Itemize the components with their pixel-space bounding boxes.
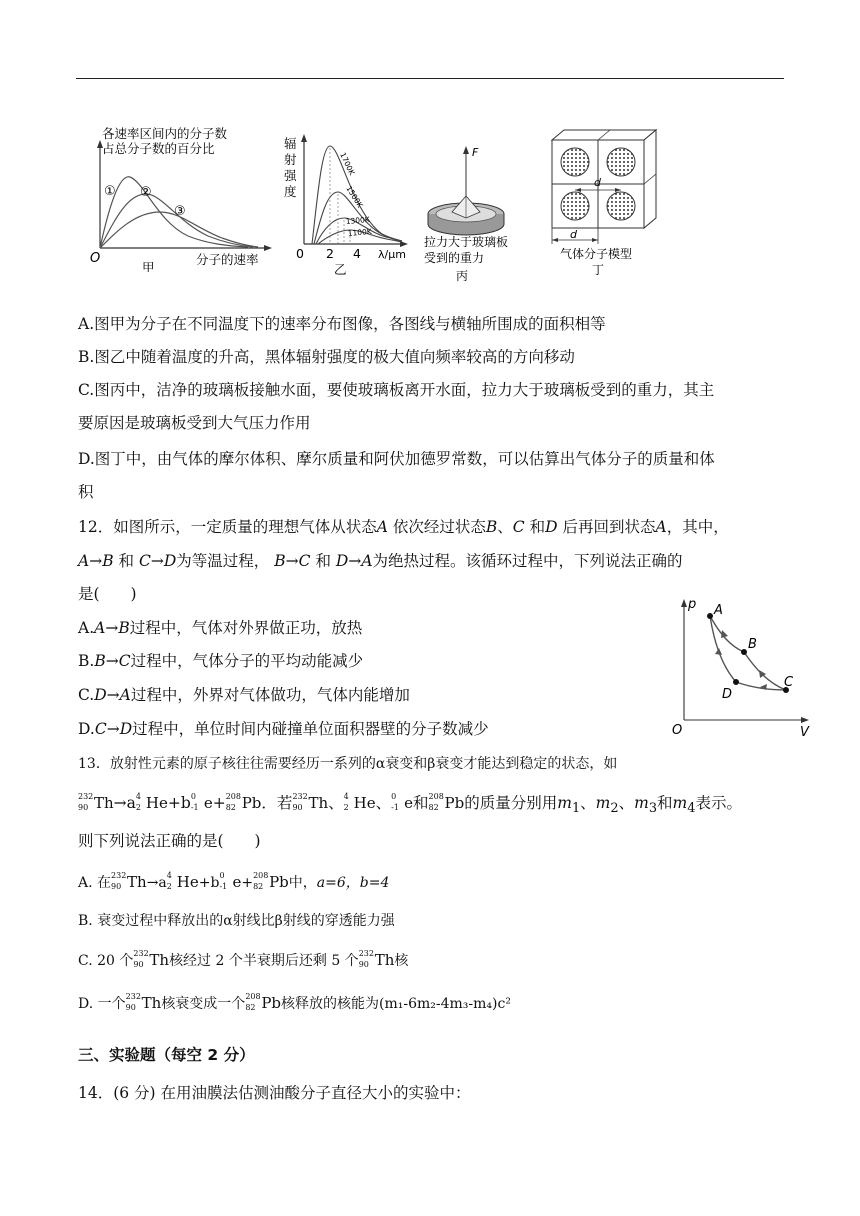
q12-option-d: D.C→D过程中，单位时间内碰撞单位面积器壁的分子数减少 — [78, 720, 489, 738]
figure-bing — [416, 140, 534, 288]
jia-origin: O — [90, 251, 101, 266]
q11-option-d-line1: D.图丁中，由气体的摩尔体积、摩尔质量和阿伏加德罗常数，可以估算出气体分子的质量和体 — [78, 450, 715, 468]
yi-temp-1100: 1100K — [347, 226, 373, 238]
bing-force-label: F — [472, 146, 479, 159]
pv-point-a: A — [714, 603, 723, 618]
yi-tick-4: 4 — [353, 246, 361, 261]
q13-line1: 13．放射性元素的原子核往往需要经历一系列的α衰变和β衰变才能达到稳定的状态，如 — [78, 756, 618, 772]
q14-line1: 14．(6 分) 在用油膜法估测油酸分子直径大小的实验中： — [78, 1084, 471, 1102]
section-3-heading: 三、实验题（每空 2 分） — [78, 1046, 255, 1064]
pv-point-b: B — [748, 637, 757, 652]
q12-option-a: A.A→B过程中，气体对外界做正功，放热 — [78, 619, 363, 637]
figure-yi — [282, 132, 412, 282]
bing-caption-1: 拉力大于玻璃板 — [424, 235, 509, 249]
yi-caption: 乙 — [334, 262, 347, 277]
bing-caption: 丙 — [456, 269, 469, 283]
q13-line3: 则下列说法正确的是( ) — [78, 832, 261, 850]
jia-x-title: 分子的速率 — [196, 252, 259, 267]
jia-caption: 甲 — [142, 260, 155, 272]
q13-option-a: A. 在 232 90 Th→a 4 2 He+b 0 -1 e+ 208 82 Pb中，a=6，b=4 — [78, 871, 390, 891]
jia-curve-2 — [100, 194, 253, 248]
jia-curve-label-3: ③ — [174, 204, 186, 219]
pv-p-label: p — [688, 597, 697, 612]
yi-tick-0: 0 — [296, 246, 304, 261]
q11-option-b: B.图乙中随着温度的升高，黑体辐射强度的极大值向频率较高的方向移动 — [78, 348, 575, 366]
yi-y-title-3: 强 — [284, 168, 297, 183]
yi-temp-1700: 1700K — [338, 151, 357, 177]
ding-caption: 丁 — [592, 263, 605, 276]
q12-option-c: C.D→A过程中，外界对气体做功，气体内能增加 — [78, 686, 410, 704]
ding-caption-1: 气体分子模型 — [560, 247, 633, 261]
yi-temp-1300: 1300K — [345, 214, 371, 226]
yi-temp-1500: 1500K — [344, 184, 365, 210]
q12-option-b: B.B→C过程中，气体分子的平均动能减少 — [78, 652, 364, 670]
q13-option-d: D. 一个 232 90 Th核衰变成一个 208 82 Pb核释放的核能为(m₁-6m₂-4m₃-m₄)c² — [78, 992, 511, 1012]
jia-y-title-1: 各速率区间内的分子数 — [102, 126, 228, 141]
pv-point-c: C — [784, 675, 794, 690]
yi-y-title-1: 辐 — [284, 136, 297, 151]
jia-curve-label-2: ② — [140, 185, 152, 200]
q13-option-c: C. 20 个 232 90 Th核经过 2 个半衰期后还剩 5 个 232 90 Th核 — [78, 949, 409, 969]
pv-point-d: D — [722, 687, 733, 702]
bing-caption-2: 受到的重力 — [424, 251, 485, 265]
q11-option-a: A.图甲为分子在不同温度下的速率分布图像，各图线与横轴所围成的面积相等 — [78, 315, 606, 333]
q12-line1: 12．如图所示，一定质量的理想气体从状态A 依次经过状态B、C 和D 后再回到状态A，其中， — [78, 518, 729, 536]
pv-v-label: V — [800, 725, 809, 740]
q12-line3: 是( ) — [78, 585, 137, 603]
ding-d-label-2: d — [570, 228, 577, 241]
yi-y-title-4: 度 — [284, 184, 297, 199]
q13-line2: 232 90 Th→a 4 2 He+b 0 -1 e+ 208 82 Pb．若 232 90 Th、 4 2 He、 0 -1 e和 208 82 Pb的质量分别用$m_1$、$m_2$、$m_3$和$m_4$表示。 — [78, 792, 742, 817]
yi-x-title: λ/μm — [378, 248, 406, 261]
q11-option-c-line2: 要原因是玻璃板受到大气压力作用 — [78, 414, 311, 432]
figure-jia — [88, 122, 273, 272]
yi-tick-2: 2 — [326, 246, 334, 261]
q12-line2: A→B 和 C→D为等温过程， B→C 和 D→A为绝热过程。该循环过程中，下列说法正确的 — [78, 552, 683, 570]
figure-ding — [546, 128, 664, 276]
jia-y-title-2: 占总分子数的百分比 — [102, 141, 215, 156]
jia-curve-label-1: ① — [104, 184, 116, 199]
pv-origin: O — [672, 723, 683, 738]
q11-option-c-line1: C.图丙中，洁净的玻璃板接触水面，要使玻璃板离开水面，拉力大于玻璃板受到的重力，其主 — [78, 381, 715, 399]
q11-option-d-line2: 积 — [78, 483, 94, 501]
ding-d-label-1: d — [594, 176, 601, 189]
q13-option-b: B. 衰变过程中释放出的α射线比β射线的穿透能力强 — [78, 913, 395, 929]
header-rule — [76, 78, 784, 79]
q12-pv-graph — [666, 594, 816, 740]
yi-y-title-2: 射 — [284, 152, 297, 167]
